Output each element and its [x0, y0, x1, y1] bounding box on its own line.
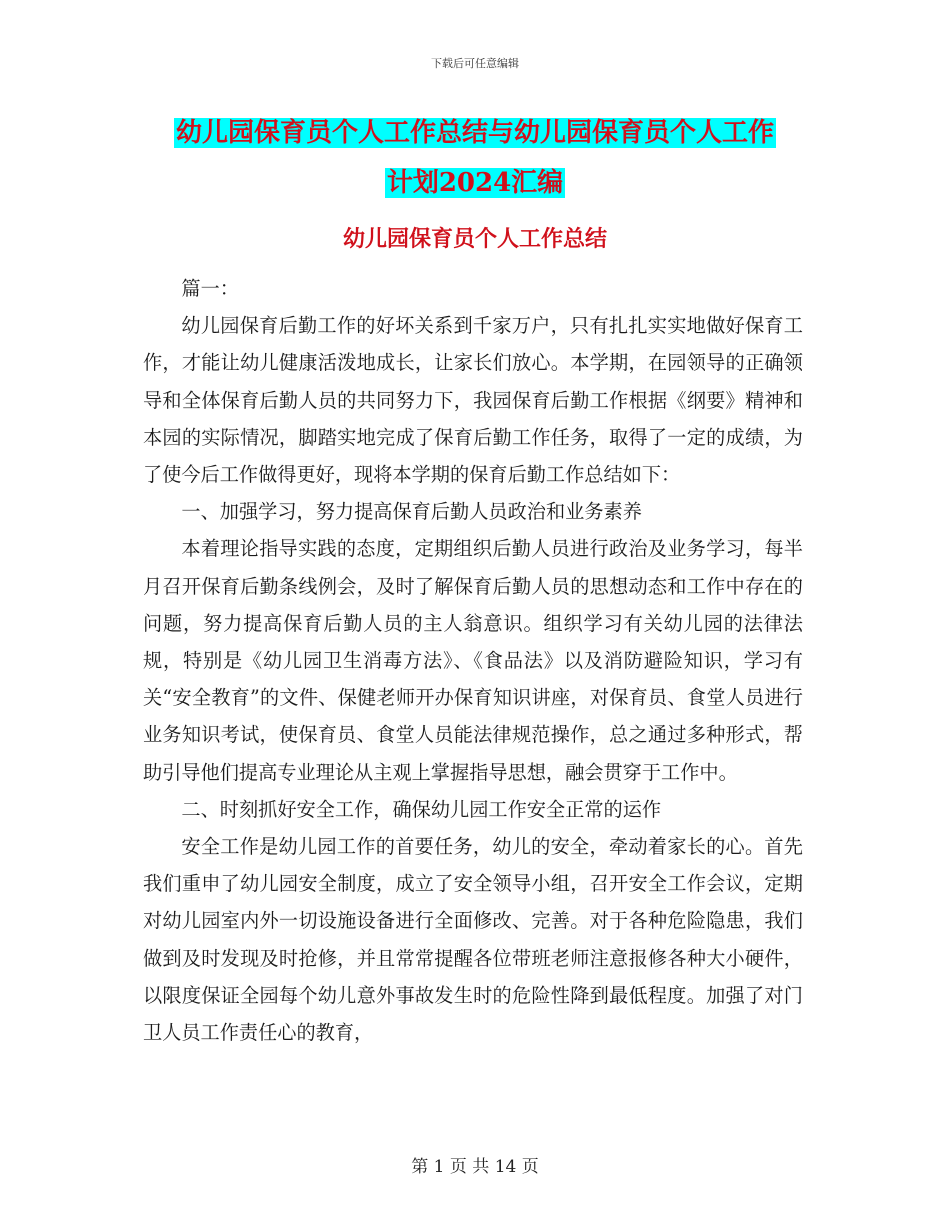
title-line-1: 幼儿园保育员个人工作总结与幼儿园保育员个人工作 [175, 118, 774, 148]
paragraph-heading: 一、加强学习，努力提高保育后勤人员政治和业务素养 [181, 500, 642, 524]
paragraph: 安全工作是幼儿园工作的首要任务，幼儿的安全，牵动着家长的心。首先我们重申了幼儿园安全制度，成立了安全领导小组，召开安全工作会议，定期对幼儿园室内外一切设施设备进行全面修改、完善。对于各种危险隐患，我们做到及时发现及时抢修，并且常常提醒各位带班老师注意报修各种大小硬件，以限度保证全园每个幼儿意外事故发生时的危险性降到最低程度。加强了对门卫人员工作责任心的教育， [143, 835, 803, 1045]
section-title: 幼儿园保育员个人工作总结 [342, 226, 607, 252]
title-line [0, 108, 950, 158]
body-text [143, 270, 803, 1051]
paragraph-heading: 二、时刻抓好安全工作，确保幼儿园工作安全正常的运作 [181, 797, 662, 821]
paragraph-label: 篇一： [181, 277, 239, 300]
paragraph: 幼儿园保育后勤工作的好坏关系到千家万户，只有扎扎实实地做好保育工作，才能让幼儿健康活泼地成长，让家长们放心。本学期，在园领导的正确领导和全体保育后勤人员的共同努力下，我园保育后勤工作根据《纲要》精神和本园的实际情况，脚踏实地完成了保育后勤工作任务，取得了一定的成绩，为了使今后工作做得更好，现将本学期的保育后勤工作总结如下： [143, 314, 803, 487]
header-note: 下载后可任意编辑 [431, 57, 519, 70]
title-line-2: 计划2024汇编 [386, 168, 564, 198]
page-number-footer: 第 1 页 共 14 页 [411, 1157, 539, 1177]
paragraph: 本着理论指导实践的态度，定期组织后勤人员进行政治及业务学习，每半月召开保育后勤条线例会，及时了解保育后勤人员的思想动态和工作中存在的问题，努力提高保育后勤人员的主人翁意识。组织学习有关幼儿园的法律法规，特别是《幼儿园卫生消毒方法》、《食品法》以及消防避险知识，学习有关“安全教育”的文件、保健老师开办保育知识讲座，对保育员、食堂人员进行业务知识考试，使保育员、食堂人员能法律规范操作，总之通过多种形式，帮助引导他们提高专业理论从主观上掌握指导思想，融会贯穿于工作中。 [143, 537, 803, 784]
title-line [0, 158, 950, 208]
document-title [0, 108, 950, 208]
